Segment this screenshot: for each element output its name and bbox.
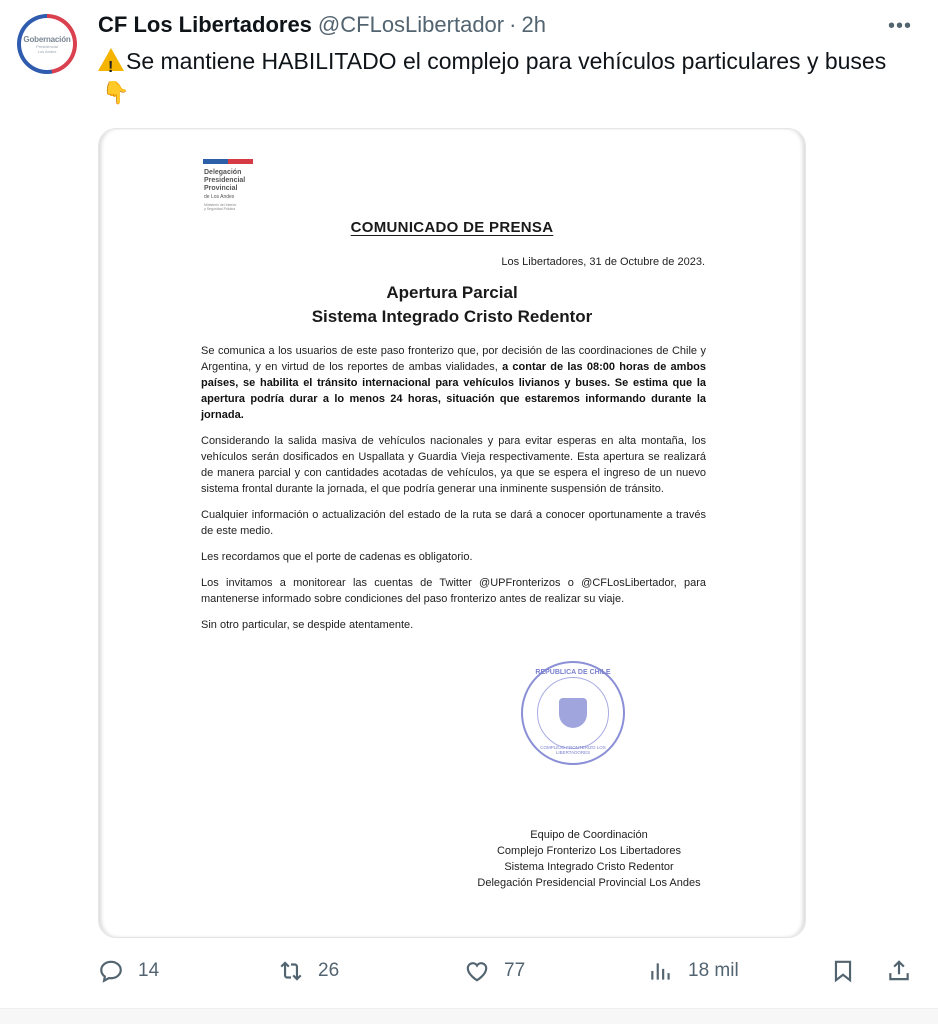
- paragraph-4: Les recordamos que el porte de cadenas es obligatorio.: [201, 551, 473, 563]
- signature-line: Complejo Fronterizo Los Libertadores: [496, 845, 682, 857]
- warning-icon: [98, 48, 124, 71]
- avatar-title: Gobernación: [23, 34, 71, 44]
- avatar-subtitle-2: Los Andes: [37, 48, 57, 54]
- signature-block: [439, 827, 739, 891]
- repost-count: 26: [318, 960, 340, 981]
- paragraph-1-normal: Se comunica a los usuarios de este paso fronterizo que, por decisión de las coordinaciones de Chile y Argentina, y en virtud de los reportes de ambas vialidades,: [201, 345, 706, 373]
- coat-of-arms-icon: [559, 698, 587, 728]
- paragraph-1-bold: a contar de las 08:00 horas de ambos países, se habilita el tránsito internacional para vehículos livianos y buses. Se estima que la apertura podría durar a lo menos 24 horas, situación que estaremos informando durante la jornada.: [201, 361, 707, 421]
- views-button[interactable]: [648, 958, 739, 984]
- tweet-media-image[interactable]: [98, 128, 806, 938]
- reply-button[interactable]: [98, 958, 159, 984]
- timestamp[interactable]: 2h: [521, 12, 546, 37]
- share-icon: [886, 958, 912, 984]
- display-name[interactable]: CF Los Libertadores: [98, 12, 312, 37]
- seal-inner-ring: [537, 677, 609, 749]
- official-seal-stamp: [521, 661, 625, 765]
- bookmark-icon: [830, 958, 856, 984]
- logo-line: Provincial: [204, 185, 238, 192]
- repost-button[interactable]: [278, 958, 339, 984]
- logo-text: [204, 169, 245, 201]
- separator-dot: ·: [509, 12, 517, 37]
- user-handle[interactable]: @CFLosLibertador: [317, 12, 505, 37]
- press-release-document: [99, 129, 805, 937]
- heading-text: COMUNICADO DE PRENSA: [350, 219, 554, 236]
- document-title: [99, 281, 805, 329]
- tweet-action-bar: [98, 958, 918, 992]
- logo-small-line: Ministerio del Interior: [204, 203, 237, 207]
- signature-line: Sistema Integrado Cristo Redentor: [504, 861, 674, 873]
- logo-flag-bar: [203, 159, 253, 164]
- logo-line: Delegación: [204, 169, 242, 176]
- document-date: Los Libertadores, 31 de Octubre de 2023.: [501, 256, 705, 268]
- views-icon: [648, 958, 674, 984]
- paragraph-2: Considerando la salida masiva de vehículos nacionales y para evitar esperas en alta montaña, los vehículos serán dosificados en Uspallata y Guardia Vieja respectivamente. Esta apertura se realizará de manera parcial y con cantidades acotadas de vehículos, ya que se espera el ingreso de un nuevo sistema frontal durante la jornada, el que podría generar una inminente suspensión de tránsito.: [201, 435, 706, 495]
- logo-line: Presidencial: [204, 177, 246, 184]
- paragraph-1: [201, 343, 706, 423]
- heart-icon: [464, 958, 490, 984]
- pointing-down-hand-icon: 👇: [102, 80, 130, 105]
- logo-ministry-text: [204, 203, 236, 211]
- reply-count: 14: [138, 960, 160, 981]
- divider: [0, 1008, 938, 1024]
- views-count: 18 mil: [688, 960, 739, 981]
- tweet-body: Se mantiene HABILITADO el complejo para vehículos particulares y buses: [126, 48, 887, 74]
- paragraph-3: Cualquier información o actualización del estado de la ruta se dará a conocer oportunamente a través de este medio.: [201, 509, 706, 537]
- like-count: 77: [504, 960, 526, 981]
- reply-icon: [98, 958, 124, 984]
- signature-line: Delegación Presidencial Provincial Los Andes: [477, 877, 701, 889]
- paragraph-6: Sin otro particular, se despide atentamente.: [201, 619, 414, 631]
- share-button[interactable]: [886, 958, 912, 984]
- bookmark-button[interactable]: [830, 958, 856, 984]
- document-heading: [99, 219, 805, 237]
- avatar[interactable]: [17, 14, 77, 74]
- avatar-inner: [21, 18, 73, 70]
- tweet-text: [98, 46, 888, 108]
- document-body: [201, 343, 706, 643]
- more-options-icon[interactable]: •••: [887, 15, 912, 37]
- logo-line: de Los Andes: [204, 194, 235, 200]
- title-line-2: Sistema Integrado Cristo Redentor: [311, 307, 593, 326]
- tweet-header: [98, 12, 546, 38]
- paragraph-5: Los invitamos a monitorear las cuentas de Twitter @UPFronterizos o @CFLosLibertador, para mantenerse informado sobre condiciones del paso fronterizo antes de realizar su viaje.: [201, 577, 706, 605]
- logo-small-line: y Seguridad Pública: [204, 207, 236, 211]
- avatar-subtitle: Presidencial: [36, 43, 58, 49]
- repost-icon: [278, 958, 304, 984]
- signature-line: Equipo de Coordinación: [530, 829, 648, 841]
- title-line-1: Apertura Parcial: [386, 283, 518, 302]
- seal-text-bottom: COMPLEJO FRONTERIZO LOS LIBERTADORES: [540, 745, 606, 755]
- seal-text-top: REPUBLICA DE CHILE: [535, 669, 611, 676]
- like-button[interactable]: [464, 958, 525, 984]
